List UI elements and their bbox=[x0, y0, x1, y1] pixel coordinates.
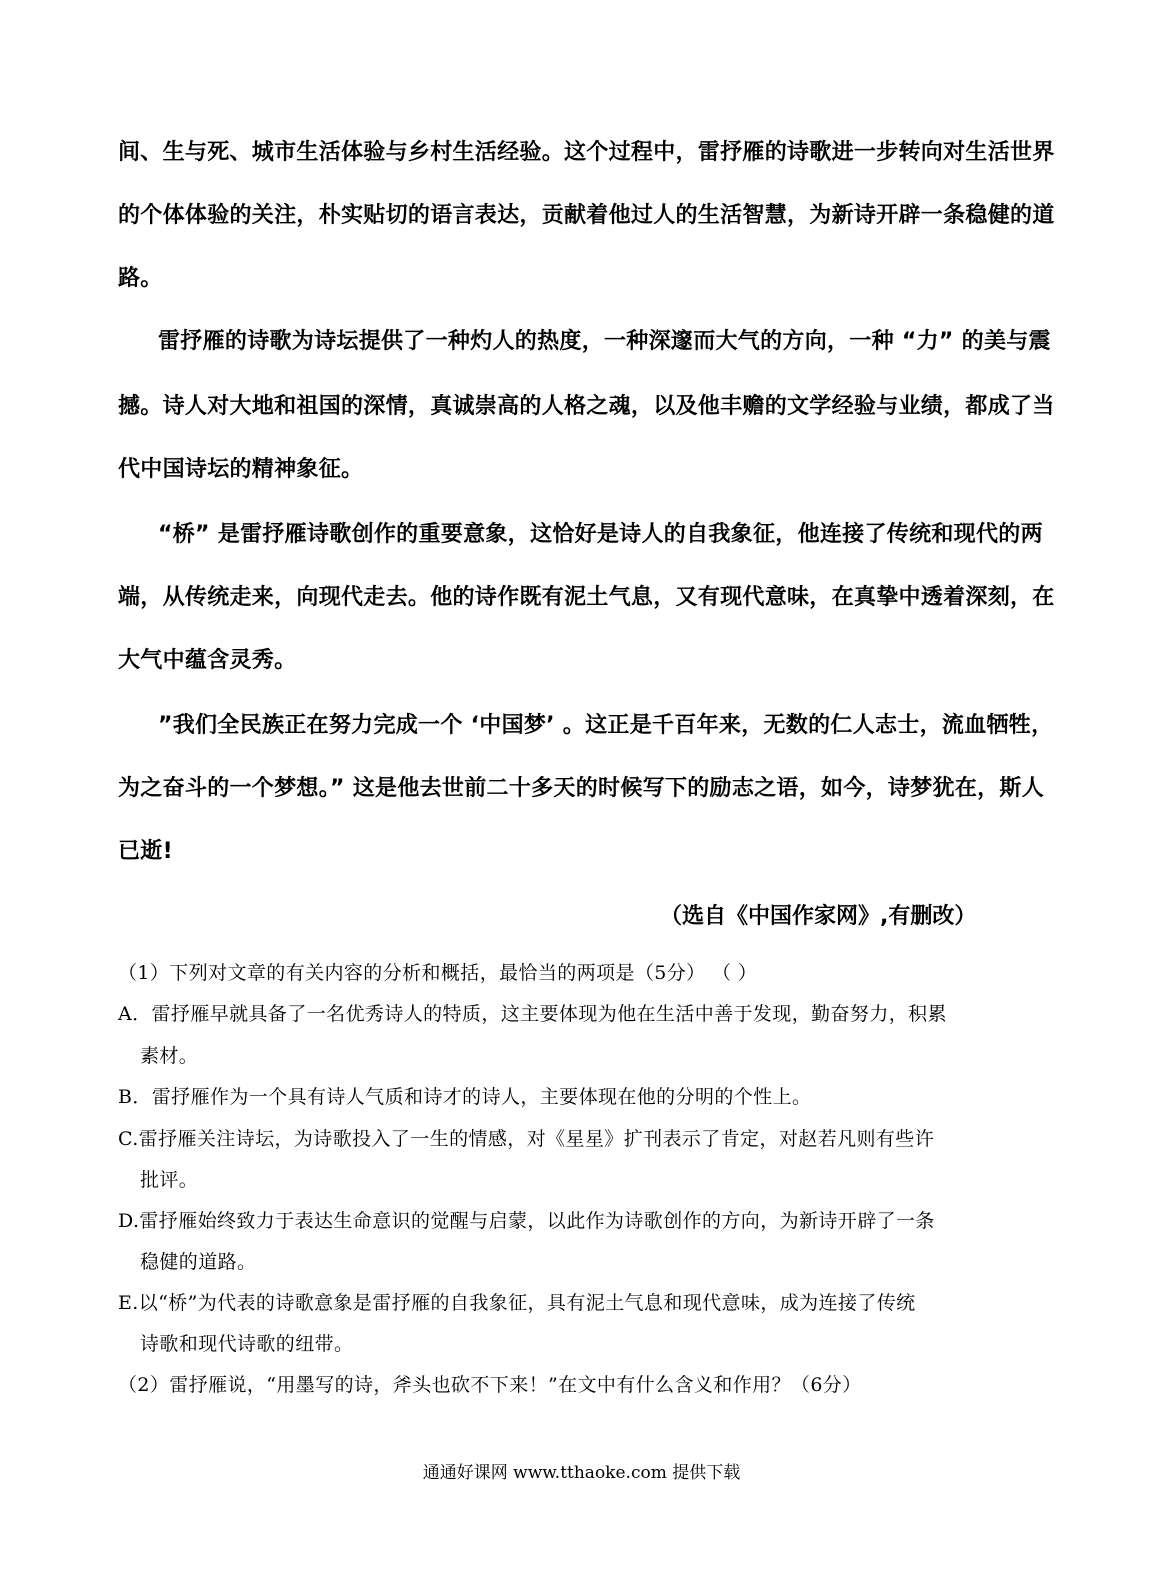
page-footer: 通通好课网 www.tthaoke.com 提供下载 bbox=[422, 1463, 741, 1483]
article-line-1: 间、生与死、城市生活体验与乡村生活经验。这个过程中，雷抒雁的诗歌进一步转向对生活世界 bbox=[118, 140, 1055, 165]
article-source: （选自《中国作家网》,有删改） bbox=[660, 904, 977, 929]
article-line-4: 雷抒雁的诗歌为诗坛提供了一种灼人的热度，一种深邃而大气的方向，一种 “力” 的美与震 bbox=[158, 329, 1051, 354]
article-line-12: 已逝! bbox=[118, 839, 173, 864]
option-c-cont: 批评。 bbox=[140, 1169, 199, 1191]
option-e: E.以“桥”为代表的诗歌意象是雷抒雁的自我象征，具有泥土气息和现代意味，成为连接了传统 bbox=[118, 1292, 916, 1314]
option-e-cont: 诗歌和现代诗歌的纽带。 bbox=[140, 1333, 354, 1355]
article-line-2: 的个体体验的关注，朴实贴切的语言表达，贡献着他过人的生活智慧，为新诗开辟一条稳健的道 bbox=[118, 203, 1055, 228]
option-d: D.雷抒雁始终致力于表达生命意识的觉醒与启蒙，以此作为诗歌创作的方向，为新诗开辟了一条 bbox=[118, 1210, 935, 1232]
option-a: A．雷抒雁早就具备了一名优秀诗人的特质，这主要体现为他在生活中善于发现，勤奋努力，积累 bbox=[118, 1003, 947, 1025]
article-line-5: 撼。诗人对大地和祖国的深情，真诚崇高的人格之魂，以及他丰赡的文学经验与业绩，都成了当 bbox=[118, 394, 1055, 419]
option-d-cont: 稳健的道路。 bbox=[140, 1251, 257, 1273]
article-line-3: 路。 bbox=[118, 266, 163, 291]
option-b: B．雷抒雁作为一个具有诗人气质和诗才的诗人，主要体现在他的分明的个性上。 bbox=[118, 1086, 812, 1108]
article-line-9: 大气中蕴含灵秀。 bbox=[118, 648, 297, 673]
article-line-7: “桥” 是雷抒雁诗歌创作的重要意象，这恰好是诗人的自我象征，他连接了传统和现代的两 bbox=[158, 522, 1043, 547]
article-line-6: 代中国诗坛的精神象征。 bbox=[118, 457, 364, 482]
article-line-10: ”我们全民族正在努力完成一个 ‘中国梦’ 。这正是千百年来，无数的仁人志士，流血牺牲， bbox=[158, 713, 1054, 738]
question-2-stem: （2）雷抒雁说，“用墨写的诗，斧头也砍不下来！”在文中有什么含义和作用？（6分） bbox=[118, 1374, 862, 1396]
article-line-11: 为之奋斗的一个梦想。” 这是他去世前二十多天的时候写下的励志之语，如今，诗梦犹在，斯人 bbox=[118, 776, 1045, 801]
option-c: C.雷抒雁关注诗坛，为诗歌投入了一生的情感，对《星星》扩刊表示了肯定，对赵若凡则有些许 bbox=[118, 1128, 935, 1150]
question-1-stem: （1）下列对文章的有关内容的分析和概括，最恰当的两项是（5分） （ ） bbox=[118, 962, 758, 984]
article-line-8: 端，从传统走来，向现代走去。他的诗作既有泥土气息，又有现代意味，在真挚中透着深刻，在 bbox=[118, 585, 1055, 610]
option-a-cont: 素材。 bbox=[140, 1045, 199, 1067]
